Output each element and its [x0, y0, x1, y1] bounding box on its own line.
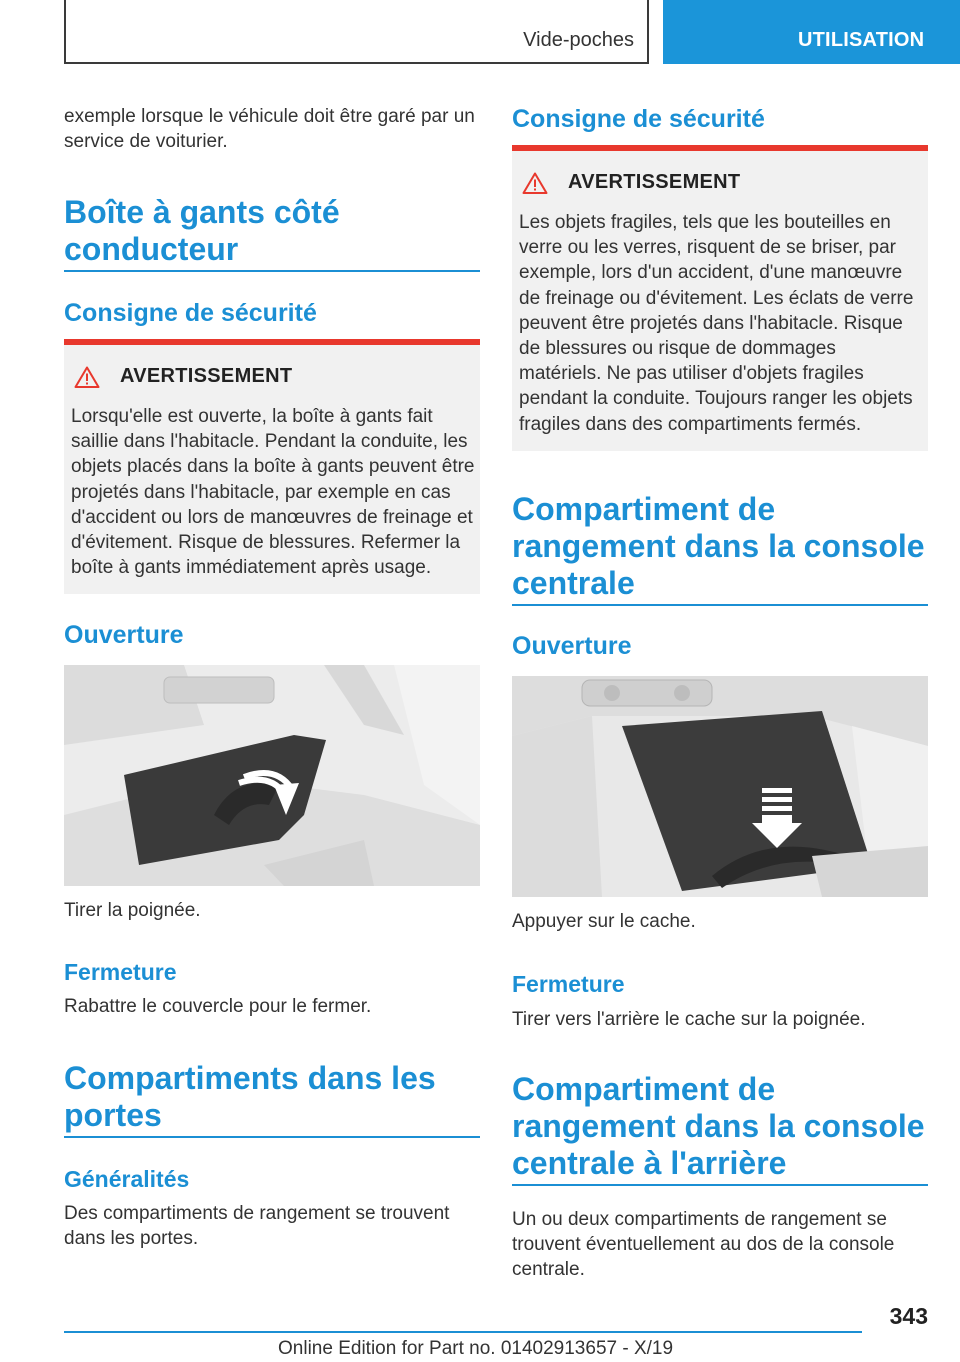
- opening-heading: Ouverture: [64, 621, 184, 649]
- warning-triangle-icon: [522, 172, 548, 194]
- heading-rule: [64, 1136, 480, 1138]
- warning-label: AVERTISSEMENT: [568, 171, 741, 193]
- rear-console-heading: Compartiment de rangement dans la console centrale à l'arrière: [512, 1071, 925, 1181]
- rear-console-text: Un ou deux compartiments de rangement se trouvent éventuellement au dos de la console centrale.: [512, 1209, 895, 1280]
- console-heading: Compartiment de rangement dans la console centrale: [512, 491, 925, 601]
- footer-edition: Online Edition for Part no. 01402913657 - X/19: [278, 1338, 674, 1359]
- warning-box: [64, 339, 480, 594]
- glovebox-illustration: [64, 665, 480, 886]
- warning-header: [522, 171, 740, 194]
- closing-heading: Fermeture: [64, 959, 177, 985]
- warning-label: AVERTISSEMENT: [120, 365, 293, 387]
- closing-text-right: Tirer vers l'arrière le cache sur la poignée.: [512, 1009, 866, 1030]
- warning-text: Les objets fragiles, tels que les bouteilles en verre ou les verres, risquent de se briser, par exemple, lors d'un accident, d'une manœuvre de freinage ou d'évitement. Les éclats de verre peuvent être projetés dans l'habitacle. Risque de blessures ou risque de dommages matériels. Ne pas utiliser d'objets fragiles pendant la conduite. Toujours ranger les objets fragiles dans des compartiments fermés.: [519, 212, 914, 435]
- opening-caption-right: Appuyer sur le cache.: [512, 911, 696, 932]
- footer-rule: [64, 1331, 862, 1333]
- safety-heading: Consigne de sécurité: [64, 299, 317, 327]
- intro-paragraph: exemple lorsque le véhicule doit être garé par un service de voiturier.: [64, 106, 475, 152]
- door-compartments-heading: Compartiments dans les portes: [64, 1060, 436, 1133]
- header-chapter-tab: [663, 0, 960, 64]
- warning-text: Lorsqu'elle est ouverte, la boîte à gants fait saillie dans l'habitacle. Pendant la conduite, les objets placés dans la boîte à gants peuvent être projetés dans l'habitacle, par exemple en cas d'accident ou lors de manœuvres de freinage et d'évitement. Risque de blessures. Refermer la boîte à gants immédiatement après usage.: [71, 406, 475, 579]
- closing-text: Rabattre le couvercle pour le fermer.: [64, 996, 372, 1017]
- header-section-box: [64, 0, 649, 64]
- opening-heading-right: Ouverture: [512, 632, 632, 660]
- heading-rule: [512, 1184, 928, 1186]
- header-chapter-title: UTILISATION: [798, 29, 925, 51]
- page-number: 343: [889, 1303, 928, 1329]
- closing-heading-right: Fermeture: [512, 971, 625, 997]
- opening-caption: Tirer la poignée.: [64, 900, 201, 921]
- heading-rule: [64, 270, 480, 272]
- general-heading: Généralités: [64, 1166, 190, 1192]
- warning-box-right: [512, 145, 928, 451]
- header-section-title: Vide-poches: [523, 29, 634, 51]
- general-text: Des compartiments de rangement se trouvent dans les portes.: [64, 1203, 450, 1249]
- console-illustration: [512, 676, 928, 897]
- glovebox-heading: Boîte à gants côté conducteur: [64, 194, 340, 267]
- warning-triangle-icon: [74, 366, 100, 388]
- warning-header: [74, 365, 292, 388]
- heading-rule: [512, 604, 928, 606]
- safety-heading-right: Consigne de sécurité: [512, 105, 765, 133]
